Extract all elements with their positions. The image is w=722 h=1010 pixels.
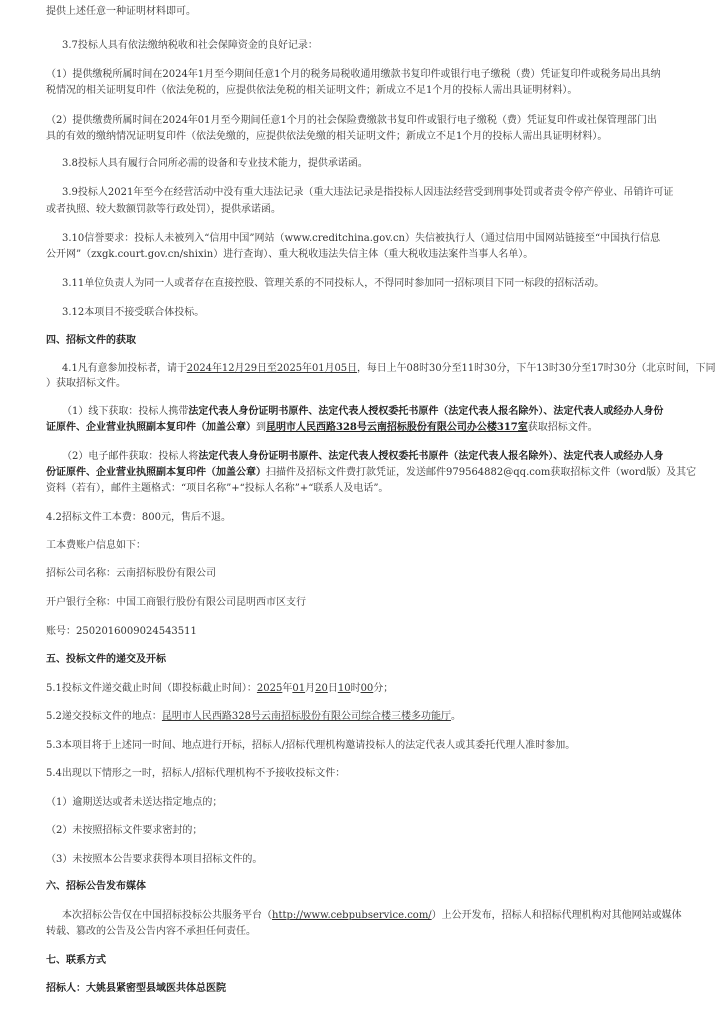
clause-5-3: 5.3本项目将于上述同一时间、地点进行开标，招标人/招标代理机构邀请投标人的法定代表人或其委托代理人准时参加。 <box>46 740 576 751</box>
clause-5-1 <box>46 682 393 696</box>
clause-3-7: 3.7投标人具有依法缴纳税收和社会保障资金的良好记录： <box>62 40 318 51</box>
date-range: 2024年12月29日至2025年01月05日 <box>186 363 357 374</box>
bank-name: 开户银行全称：中国工商银行股份有限公司昆明西市区支行 <box>46 597 306 608</box>
clause-3-12: 3.12本项目不接受联合体投标。 <box>62 307 205 318</box>
clause-4-2: 4.2招标文件工本费：800元，售后不退。 <box>46 512 231 523</box>
clause-3-9-line2: 或者执照、较大数额罚款等行政处罚），提供承诺函。 <box>46 204 281 215</box>
section-5-heading: 五、投标文件的递交及开标 <box>46 654 166 665</box>
clause-3-8: 3.8投标人具有履行合同所必需的设备和专业技术能力，提供承诺函。 <box>62 158 368 169</box>
text: 年 <box>282 683 293 694</box>
tenderer-line: 招标人：大姚县紧密型县域医共体总医院 <box>46 983 226 994</box>
cebpubservice-link[interactable]: http://www.cebpubservice.com/ <box>272 910 432 921</box>
text: （1）线下获取：投标人携带 <box>62 406 189 417</box>
text: 5.1投标文件递交截止时间（即投标截止时间）： <box>46 683 257 694</box>
section-6-heading: 六、招标公告发布媒体 <box>46 881 146 892</box>
text: ）上公开发布，招标人和招标代理机构对其他网站或媒体 <box>431 910 682 921</box>
paragraph-line: 提供上述任意一种证明材料即可。 <box>46 6 196 17</box>
clause-5-2 <box>46 710 461 724</box>
text: 。 <box>451 711 461 722</box>
required-docs: 证原件、企业营业执照副本复印件（加盖公章） <box>46 422 256 433</box>
text: 获取招标文件。 <box>527 422 598 433</box>
clause-5-4: 5.4出现以下情形之一时，招标人/招标代理机构不予接收投标文件： <box>46 768 346 779</box>
clause-3-11: 3.11单位负责人为同一人或者存在直接控股、管理关系的不同投标人，不得同时参加同一招标项目下同一标段的招标活动。 <box>62 278 605 289</box>
required-docs: 法定代表人身份证明书原件、法定代表人授权委托书原件（法定代表人报名除外）、法定代表人或经办人身份 <box>188 406 664 417</box>
clause-3-7-1-line2: 税情况的相关证明复印件（依法免税的，应提供依法免税的相关证明文件；新成立不足1个月的投标人需出具证明材料）。 <box>46 85 578 96</box>
clause-3-10-line2: 公开网”（zxgk.court.gov.cn/shixin）进行查询）、重大税收违法失信主体（重大税收违法案件当事人名单）。 <box>46 249 534 260</box>
deadline-minute: 00 <box>360 683 374 694</box>
clause-4-1-1-line1 <box>62 405 663 419</box>
pickup-address: 昆明市人民西路328号云南招标股份有限公司办公楼317室 <box>266 422 528 433</box>
clause-4-1-line2: ）获取招标文件。 <box>46 378 126 389</box>
text: （2）电子邮件获取：投标人将 <box>62 451 199 462</box>
text: 到 <box>256 422 266 433</box>
submission-address: 昆明市人民西路328号云南招标股份有限公司综合楼三楼多功能厅 <box>161 711 451 722</box>
clause-4-1-2-line1 <box>62 450 663 464</box>
account-number: 账号：2502016009024543511 <box>46 626 197 637</box>
text: 4.1凡有意参加投标者，请于 <box>62 363 187 374</box>
clause-3-7-2-line2: 具的有效的缴纳情况证明复印件（依法免缴的，应提供依法免缴的相关证明文件；新成立不足1个月的投标人需出具证明材料）。 <box>46 131 608 142</box>
section-4-heading: 四、招标文件的获取 <box>46 335 136 346</box>
clause-5-4-1: （1）逾期送达或者未送达指定地点的； <box>46 797 223 808</box>
text: 时 <box>350 683 361 694</box>
required-docs: 份证原件、企业营业执照副本复印件（加盖公章） <box>46 467 266 478</box>
text: 5.2递交投标文件的地点： <box>46 711 162 722</box>
clause-3-7-1-line1: （1）提供缴税所属时间在2024年1月至今期间任意1个月的税务局税收通用缴款书复印件或银行电子缴税（费）凭证复印件或税务局出具纳 <box>46 69 661 80</box>
clause-4-1-2-line2 <box>46 466 696 480</box>
clause-4-1-1-line2 <box>46 421 598 435</box>
text: ，每日上午08时30分至11时30分，下午13时30分至17时30分（北京时间，下同 <box>356 363 716 374</box>
text: 日 <box>327 683 338 694</box>
deadline-day: 20 <box>315 683 328 694</box>
clause-3-10-line1: 3.10信誉要求：投标人未被列入“信用中国”网站（www.creditchina.gov.cn）失信被执行人（通过信用中国网站链接至“中国执行信息 <box>62 233 661 244</box>
media-line2: 转载、篡改的公告及公告内容不承担任何责任。 <box>46 926 256 937</box>
deadline-month: 01 <box>292 683 306 694</box>
text: 分； <box>373 683 394 694</box>
clause-4-1-2-line3: 资料（若有），邮件主题格式：“项目名称”+“投标人名称”+“联系人及电话”。 <box>46 483 389 494</box>
account-info-label: 工本费账户信息如下： <box>46 540 146 551</box>
text: 月 <box>305 683 316 694</box>
clause-3-9-line1: 3.9投标人2021年至今在经营活动中没有重大违法记录（重大违法记录是指投标人因违法经营受到刑事处罚或者责令停产停业、吊销许可证 <box>62 187 674 198</box>
clause-5-4-2: （2）未按照招标文件要求密封的； <box>46 825 203 836</box>
company-name: 招标公司名称：云南招标股份有限公司 <box>46 568 216 579</box>
clause-4-1-line1 <box>62 362 715 376</box>
media-line1 <box>62 909 682 923</box>
clause-3-7-2-line1: （2）提供缴费所属时间在2024年01月至今期间任意1个月的社会保险费缴款书复印件或银行电子缴税（费）凭证复印件或社保管理部门出 <box>46 115 657 126</box>
section-7-heading: 七、联系方式 <box>46 955 106 966</box>
text: 扫描件及招标文件费打款凭证，发送邮件979564882@qq.com获取招标文件（word版）及其它 <box>266 467 697 478</box>
deadline-year: 2025 <box>256 683 283 694</box>
required-docs: 法定代表人身份证明书原件、法定代表人授权委托书原件（法定代表人报名除外）、法定代表人或经办人身 <box>198 451 664 462</box>
clause-5-4-3: （3）未按照本公告要求获得本项目招标文件的。 <box>46 854 263 865</box>
text: 本次招标公告仅在中国招标投标公共服务平台（ <box>62 910 272 921</box>
deadline-hour: 10 <box>337 683 351 694</box>
